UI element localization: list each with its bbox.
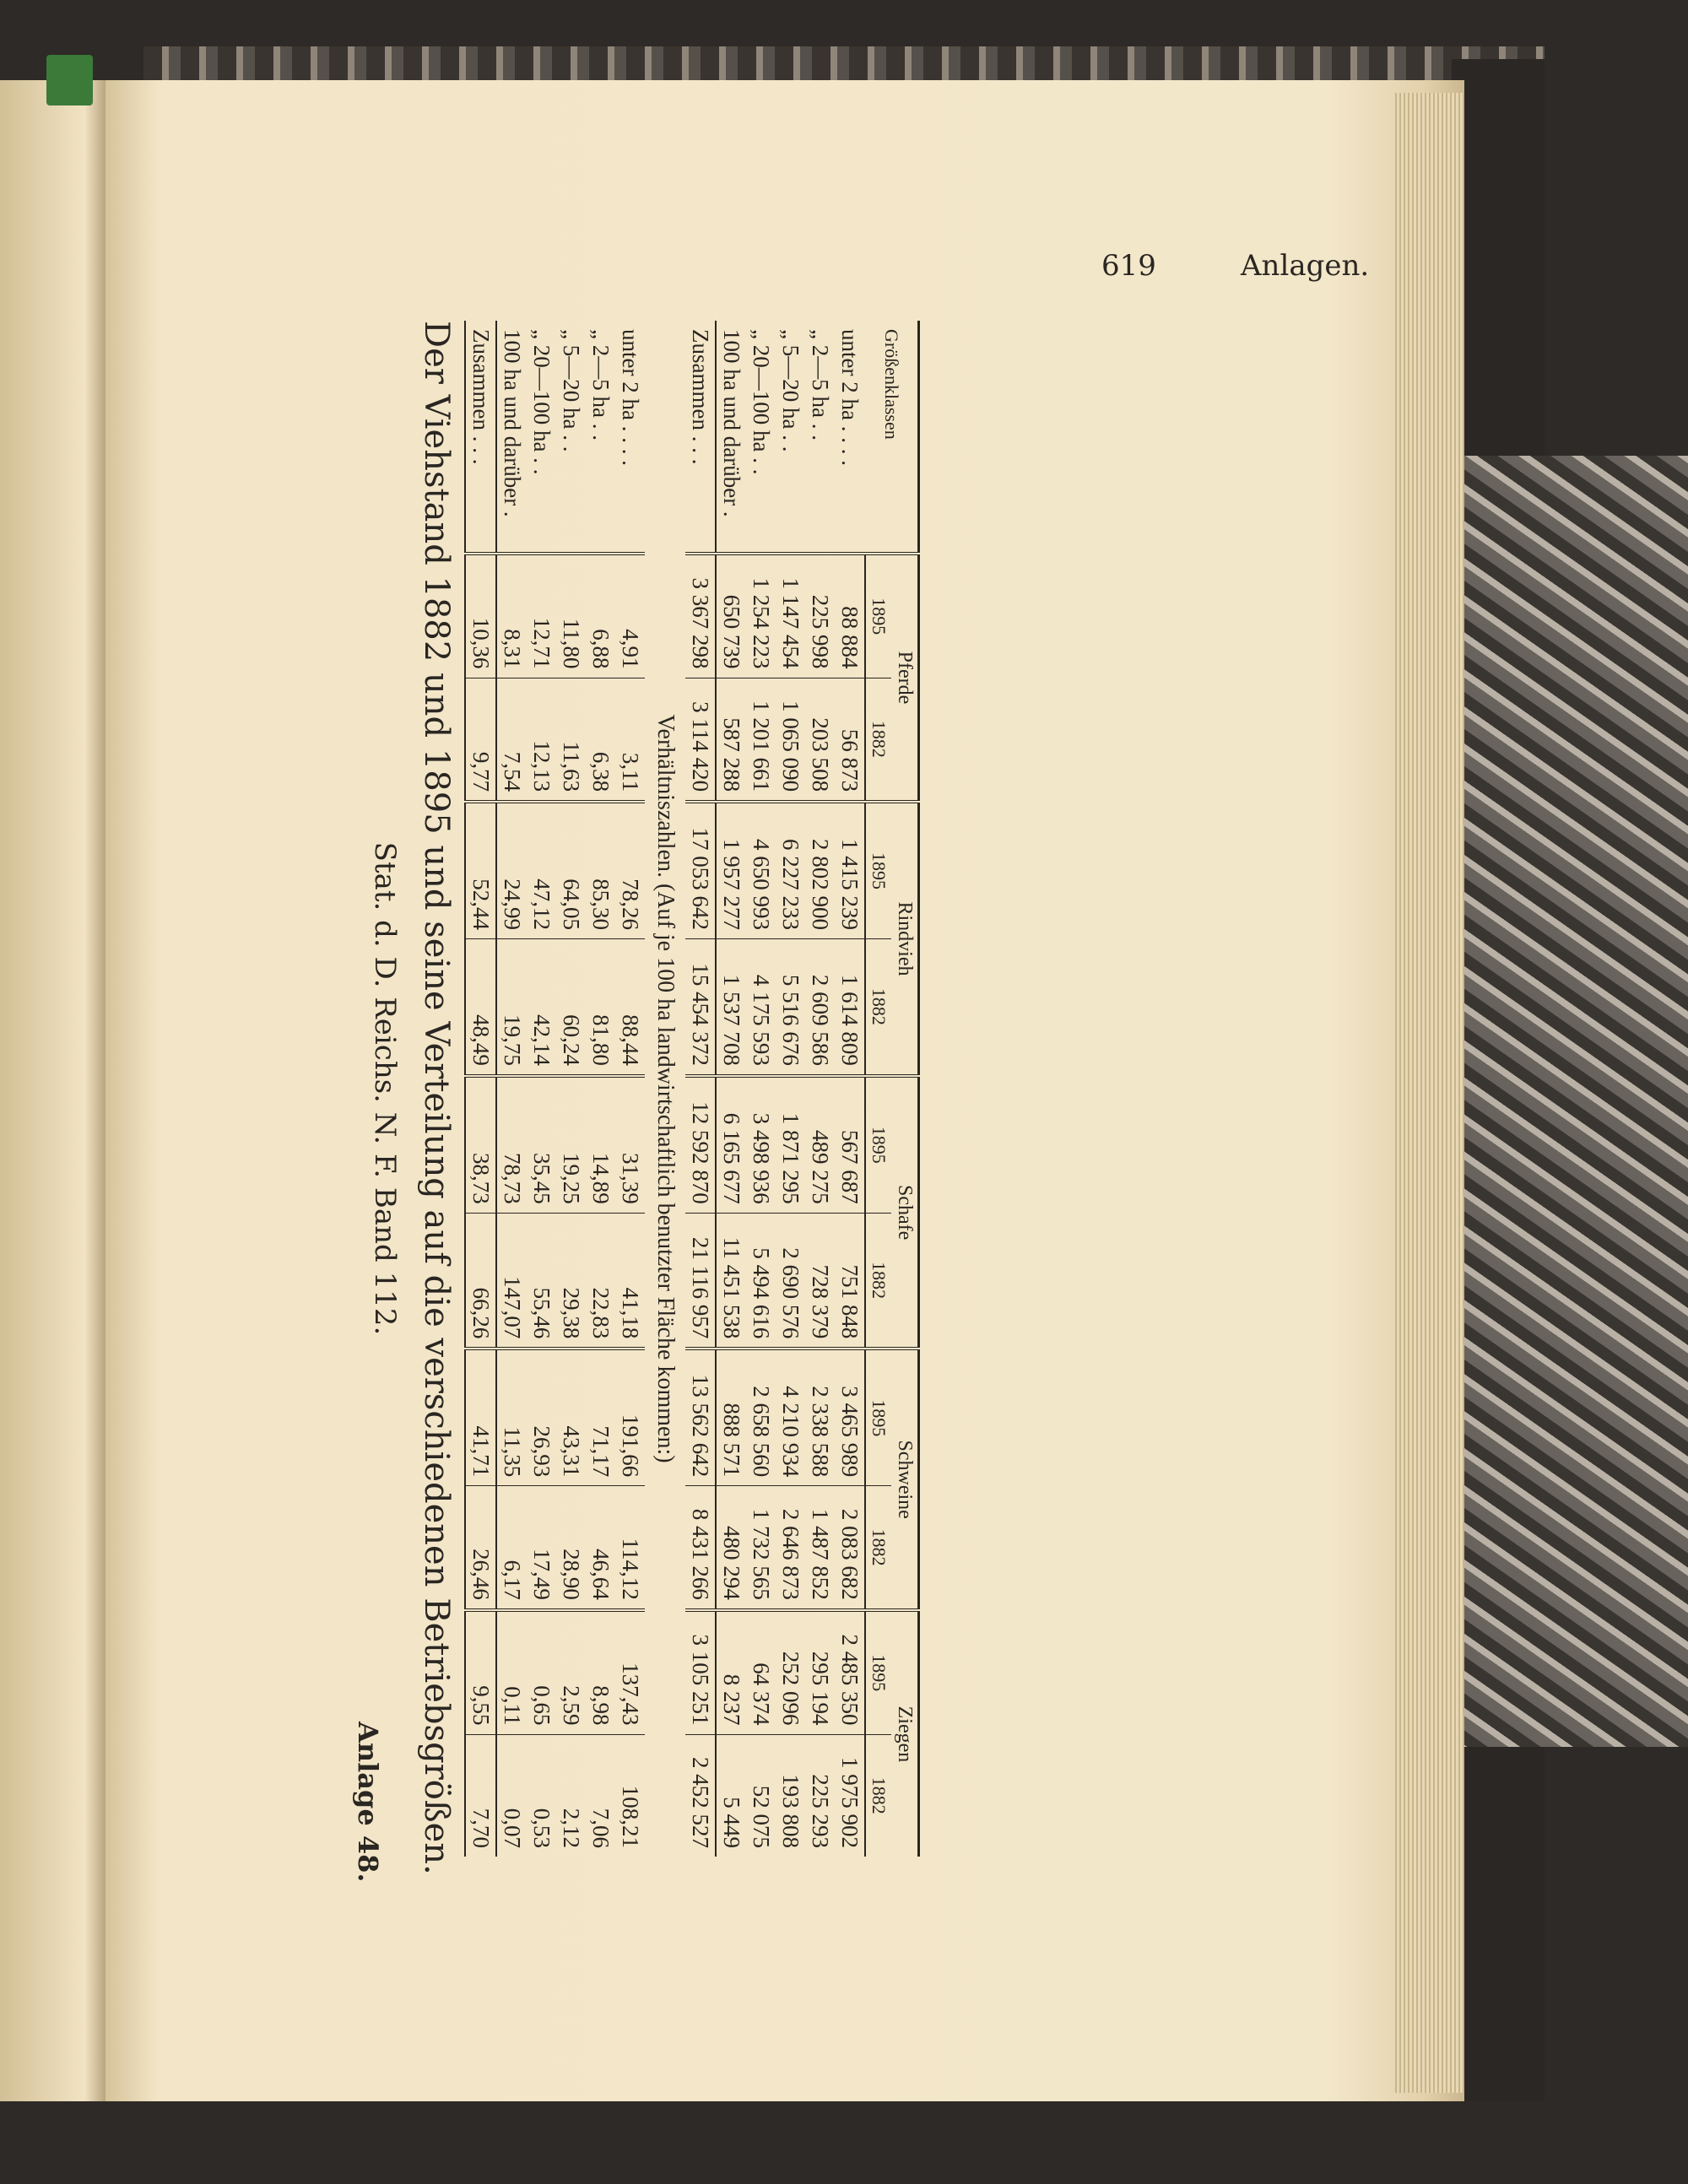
- table-cell: 12,71: [527, 554, 556, 678]
- table-cell: 11,63: [556, 678, 586, 802]
- table-cell: 2,12: [556, 1734, 586, 1857]
- group-header-ziegen: Ziegen: [891, 1610, 919, 1857]
- table-cell: 12 592 870: [685, 1076, 716, 1213]
- table-cell: 8,31: [496, 554, 527, 678]
- table-row: [805, 321, 835, 1857]
- table-cell: 6 227 233: [776, 802, 805, 938]
- table-cell: 3 367 298: [685, 554, 716, 678]
- table-cell: 11 451 538: [716, 1213, 746, 1349]
- table-cell: 78,26: [615, 802, 645, 938]
- row-label: unter 2 ha . . . .: [837, 329, 863, 466]
- table-cell: 1 957 277: [716, 802, 746, 938]
- table-cell: 1 065 090: [776, 678, 805, 802]
- year-header: 1895: [865, 1349, 891, 1485]
- table-cell: 2 802 900: [805, 802, 835, 938]
- absolute-values-body: [685, 321, 865, 1857]
- table-cell: 1 254 223: [746, 554, 776, 678]
- row-label: „ 5—20 ha . .: [778, 329, 803, 452]
- row-label: unter 2 ha . . . .: [618, 329, 643, 466]
- table-cell: 0,11: [496, 1610, 527, 1734]
- table-cell: 114,12: [615, 1486, 645, 1610]
- table-cell: 4,91: [615, 554, 645, 678]
- table-cell: 28,90: [556, 1486, 586, 1610]
- appendix-label: Anlage 48.: [352, 1722, 384, 1883]
- table-cell: 137,43: [615, 1610, 645, 1734]
- table-cell: 108,21: [615, 1734, 645, 1857]
- bookmark-ribbon: [46, 55, 93, 105]
- table-cell: 81,80: [586, 938, 615, 1075]
- table-cell: 12,13: [527, 678, 556, 802]
- table-cell: 1 415 239: [835, 802, 865, 938]
- table-cell: 2,59: [556, 1610, 586, 1734]
- table-cell: 888 571: [716, 1349, 746, 1485]
- table-cell: 4 210 934: [776, 1349, 805, 1485]
- table-cell: 48,49: [465, 938, 496, 1075]
- table-cell: 8 431 266: [685, 1486, 716, 1610]
- table-cell: 21 116 957: [685, 1213, 716, 1349]
- table-cell: 5 516 676: [776, 938, 805, 1075]
- row-label: 100 ha und darüber .: [500, 329, 525, 517]
- table-cell: 225 998: [805, 554, 835, 678]
- table-cell: 3 465 989: [835, 1349, 865, 1485]
- table-cell: 10,36: [465, 554, 496, 678]
- table-cell: 24,99: [496, 802, 527, 938]
- table-cell: 15 454 372: [685, 938, 716, 1075]
- table-cell: 26,93: [527, 1349, 556, 1485]
- table-cell: 7,54: [496, 678, 527, 802]
- table-row: [615, 321, 645, 1857]
- table-cell: 11,80: [556, 554, 586, 678]
- table-cell: 29,38: [556, 1213, 586, 1349]
- year-header: 1882: [865, 938, 891, 1075]
- table-cell: 225 293: [805, 1734, 835, 1857]
- table-cell: 52 075: [746, 1734, 776, 1857]
- table-cell: 52,44: [465, 802, 496, 938]
- table-cell: 147,07: [496, 1213, 527, 1349]
- table-cell: 9,77: [465, 678, 496, 802]
- row-label: „ 2—5 ha . .: [808, 329, 833, 441]
- table-cell: 46,64: [586, 1486, 615, 1610]
- table-cell: 5 449: [716, 1734, 746, 1857]
- table-cell: 2 609 586: [805, 938, 835, 1075]
- table-cell: 26,46: [465, 1486, 496, 1610]
- table-cell: 19,25: [556, 1076, 586, 1213]
- table-cell: 1 537 708: [716, 938, 746, 1075]
- table-cell: 2 658 560: [746, 1349, 776, 1485]
- table-cell: 2 646 873: [776, 1486, 805, 1610]
- table-cell: 14,89: [586, 1076, 615, 1213]
- table-title: Der Viehstand 1882 und 1895 und seine Verteilung auf die verschiedenen Betriebsgrößen.: [417, 321, 456, 1875]
- table-row: [496, 321, 527, 1857]
- table-cell: 567 687: [835, 1076, 865, 1213]
- running-head: Anlagen.: [1241, 249, 1370, 283]
- data-table: [464, 321, 920, 1857]
- table-cell: 60,24: [556, 938, 586, 1075]
- table-cell: 6,88: [586, 554, 615, 678]
- row-label: „ 20—100 ha . .: [749, 329, 774, 475]
- table-cell: 38,73: [465, 1076, 496, 1213]
- group-header-pferde: Pferde: [891, 554, 919, 802]
- table-row: [556, 321, 586, 1857]
- year-header: 1882: [865, 678, 891, 802]
- table-cell: 6,17: [496, 1486, 527, 1610]
- table-cell: 3 105 251: [685, 1610, 716, 1734]
- table-cell: 3,11: [615, 678, 645, 802]
- row-label: „ 2—5 ha . .: [588, 329, 614, 441]
- table-row: [746, 321, 776, 1857]
- table-cell: 4 175 593: [746, 938, 776, 1075]
- table-cell: 2 690 576: [776, 1213, 805, 1349]
- table-cell: 43,31: [556, 1349, 586, 1485]
- table-cell: 0,07: [496, 1734, 527, 1857]
- table-cell: 2 338 588: [805, 1349, 835, 1485]
- table-cell: 88,44: [615, 938, 645, 1075]
- table-source: Stat. d. D. Reichs. N. F. Band 112.: [368, 841, 402, 1336]
- table-cell: 751 848: [835, 1213, 865, 1349]
- table-cell: 1 871 295: [776, 1076, 805, 1213]
- table-cell: 1 487 852: [805, 1486, 835, 1610]
- table-cell: 295 194: [805, 1610, 835, 1734]
- table-cell: 480 294: [716, 1486, 746, 1610]
- table-cell: 728 379: [805, 1213, 835, 1349]
- table-total-row: [465, 321, 496, 1857]
- row-label: Zusammen . . .: [685, 321, 716, 554]
- table-total-row: [685, 321, 716, 1857]
- table-cell: 71,17: [586, 1349, 615, 1485]
- group-header-rindvieh: Rindvieh: [891, 802, 919, 1076]
- livestock-table: [245, 321, 920, 1875]
- table-cell: 1 147 454: [776, 554, 805, 678]
- table-cell: 47,12: [527, 802, 556, 938]
- page-number: 619: [1101, 249, 1156, 283]
- table-cell: 88 884: [835, 554, 865, 678]
- year-header: 1882: [865, 1734, 891, 1857]
- table-cell: 1 614 809: [835, 938, 865, 1075]
- row-label: „ 20—100 ha . .: [529, 329, 555, 475]
- table-cell: 1 732 565: [746, 1486, 776, 1610]
- table-row: [586, 321, 615, 1857]
- year-header: 1895: [865, 554, 891, 678]
- table-cell: 7,70: [465, 1734, 496, 1857]
- column-header-size-class: Größenklassen: [865, 321, 919, 554]
- table-row: [716, 321, 746, 1857]
- table-cell: 64,05: [556, 802, 586, 938]
- marbled-endpaper: [1435, 456, 1688, 1747]
- row-label: Zusammen . . .: [465, 321, 496, 554]
- table-cell: 42,14: [527, 938, 556, 1075]
- table-cell: 78,73: [496, 1076, 527, 1213]
- table-cell: 650 739: [716, 554, 746, 678]
- table-cell: 2 452 527: [685, 1734, 716, 1857]
- table-cell: 191,66: [615, 1349, 645, 1485]
- left-page-edge: [0, 80, 106, 2101]
- table-cell: 4 650 993: [746, 802, 776, 938]
- table-cell: 41,18: [615, 1213, 645, 1349]
- table-cell: 56 873: [835, 678, 865, 802]
- table-cell: 64 374: [746, 1610, 776, 1734]
- group-header-schweine: Schweine: [891, 1349, 919, 1609]
- table-cell: 1 975 902: [835, 1734, 865, 1857]
- table-cell: 8,98: [586, 1610, 615, 1734]
- year-header: 1882: [865, 1486, 891, 1610]
- table-cell: 203 508: [805, 678, 835, 802]
- table-cell: 1 201 661: [746, 678, 776, 802]
- table-cell: 489 275: [805, 1076, 835, 1213]
- table-cell: 0,65: [527, 1610, 556, 1734]
- table-cell: 193 808: [776, 1734, 805, 1857]
- table-cell: 9,55: [465, 1610, 496, 1734]
- table-cell: 5 494 616: [746, 1213, 776, 1349]
- table-cell: 17,49: [527, 1486, 556, 1610]
- year-header: 1895: [865, 1076, 891, 1213]
- year-header: 1895: [865, 1610, 891, 1734]
- year-header: 1882: [865, 1213, 891, 1349]
- table-cell: 3 498 936: [746, 1076, 776, 1213]
- table-cell: 31,39: [615, 1076, 645, 1213]
- table-cell: 2 485 350: [835, 1610, 865, 1734]
- table-cell: 6,38: [586, 678, 615, 802]
- table-cell: 3 114 420: [685, 678, 716, 802]
- table-cell: 66,26: [465, 1213, 496, 1349]
- table-cell: 0,53: [527, 1734, 556, 1857]
- table-cell: 6 165 677: [716, 1076, 746, 1213]
- ratio-heading: Verhältniszahlen. (Auf je 100 ha landwirtschaftlich benutzter Fläche kommen:): [652, 714, 679, 1463]
- table-cell: 13 562 642: [685, 1349, 716, 1485]
- row-label: „ 5—20 ha . .: [559, 329, 584, 452]
- group-header-schafe: Schafe: [891, 1076, 919, 1349]
- table-cell: 252 096: [776, 1610, 805, 1734]
- table-row: [527, 321, 556, 1857]
- table-cell: 19,75: [496, 938, 527, 1075]
- table-cell: 11,35: [496, 1349, 527, 1485]
- table-cell: 7,06: [586, 1734, 615, 1857]
- table-cell: 17 053 642: [685, 802, 716, 938]
- table-cell: 55,46: [527, 1213, 556, 1349]
- table-cell: 41,71: [465, 1349, 496, 1485]
- row-label: 100 ha und darüber .: [719, 329, 744, 517]
- table-cell: 35,45: [527, 1076, 556, 1213]
- table-cell: 2 083 682: [835, 1486, 865, 1610]
- table-row: [776, 321, 805, 1857]
- table-cell: 587 288: [716, 678, 746, 802]
- table-cell: 22,83: [586, 1213, 615, 1349]
- table-cell: 85,30: [586, 802, 615, 938]
- table-row: [835, 321, 865, 1857]
- table-cell: 8 237: [716, 1610, 746, 1734]
- year-header: 1895: [865, 802, 891, 938]
- page-edges: [1393, 93, 1464, 2093]
- ratio-values-body: [465, 321, 645, 1857]
